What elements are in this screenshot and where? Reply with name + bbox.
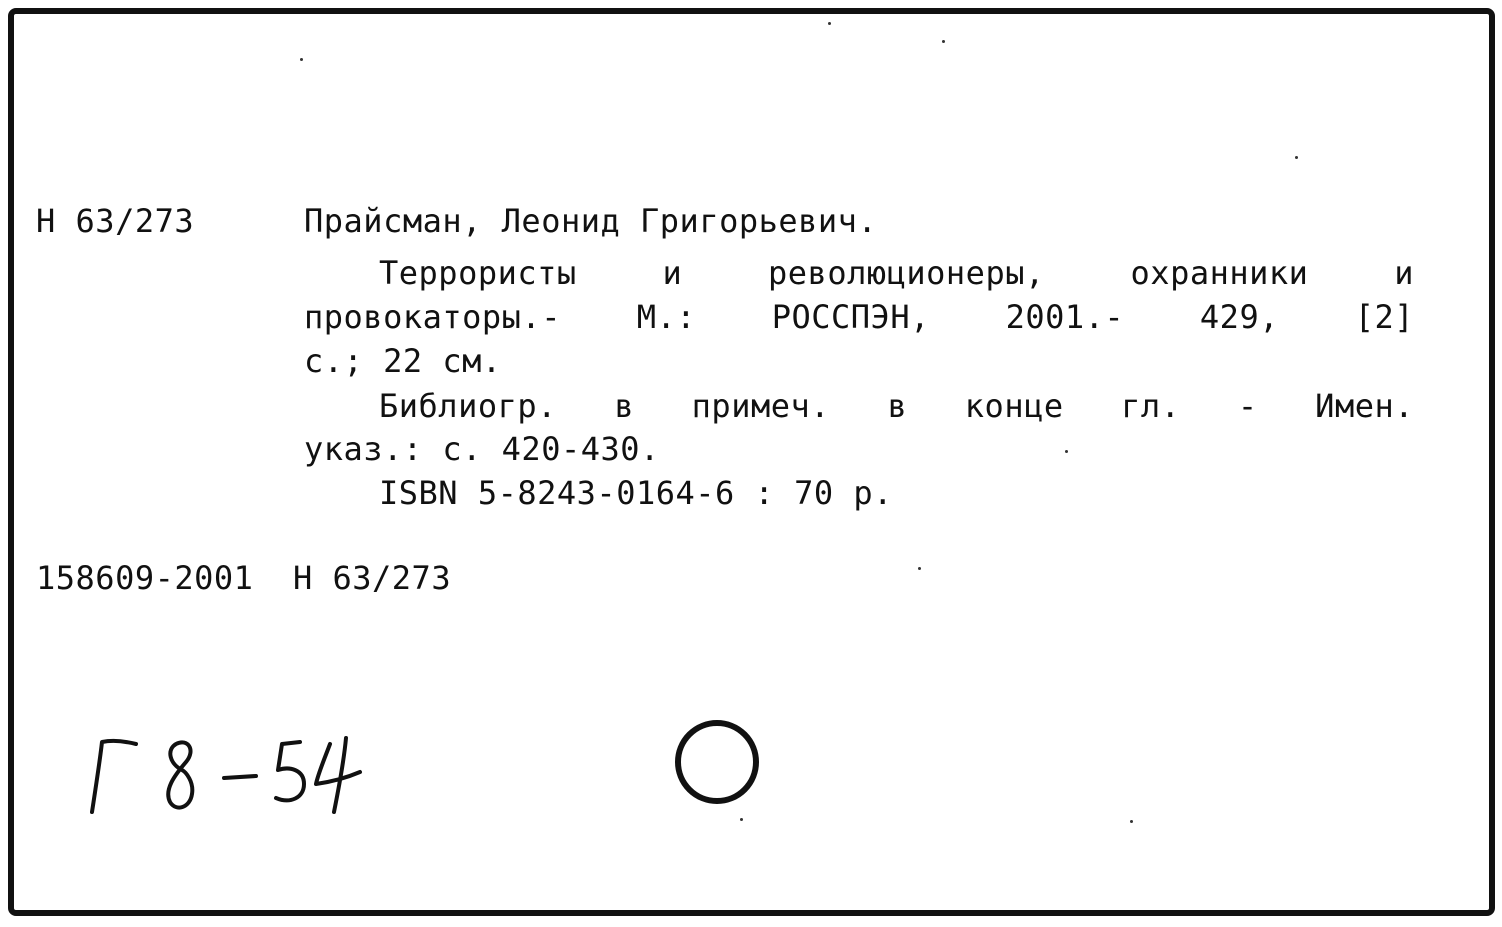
handwritten-mark: [78, 720, 378, 830]
scan-speck: [1295, 156, 1298, 159]
author-heading: Прайсман, Леонид Григорьевич.: [304, 202, 878, 240]
punch-hole: [675, 720, 759, 804]
scan-speck: [828, 22, 831, 25]
isbn-price: ISBN 5-8243-0164-6 : 70 р.: [379, 474, 893, 512]
title-line-3: с.; 22 см.: [304, 342, 502, 380]
scan-speck: [918, 567, 921, 570]
note-line-1: Библиогр. в примеч. в конце гл. - Имен.: [379, 387, 1414, 425]
inventory-number: 158609-2001 Н 63/273: [36, 559, 452, 597]
shelfmark: Н 63/273: [36, 202, 195, 240]
scan-speck: [942, 40, 945, 43]
scan-speck: [1130, 820, 1133, 823]
scan-speck: [1065, 450, 1068, 453]
scan-speck: [740, 818, 743, 821]
title-line-2: провокаторы.- М.: РОССПЭН, 2001.- 429, [2]: [304, 298, 1414, 336]
title-line-1: Террористы и революционеры, охранники и: [379, 254, 1414, 292]
note-line-2: указ.: с. 420-430.: [304, 430, 660, 468]
scan-speck: [300, 58, 303, 61]
